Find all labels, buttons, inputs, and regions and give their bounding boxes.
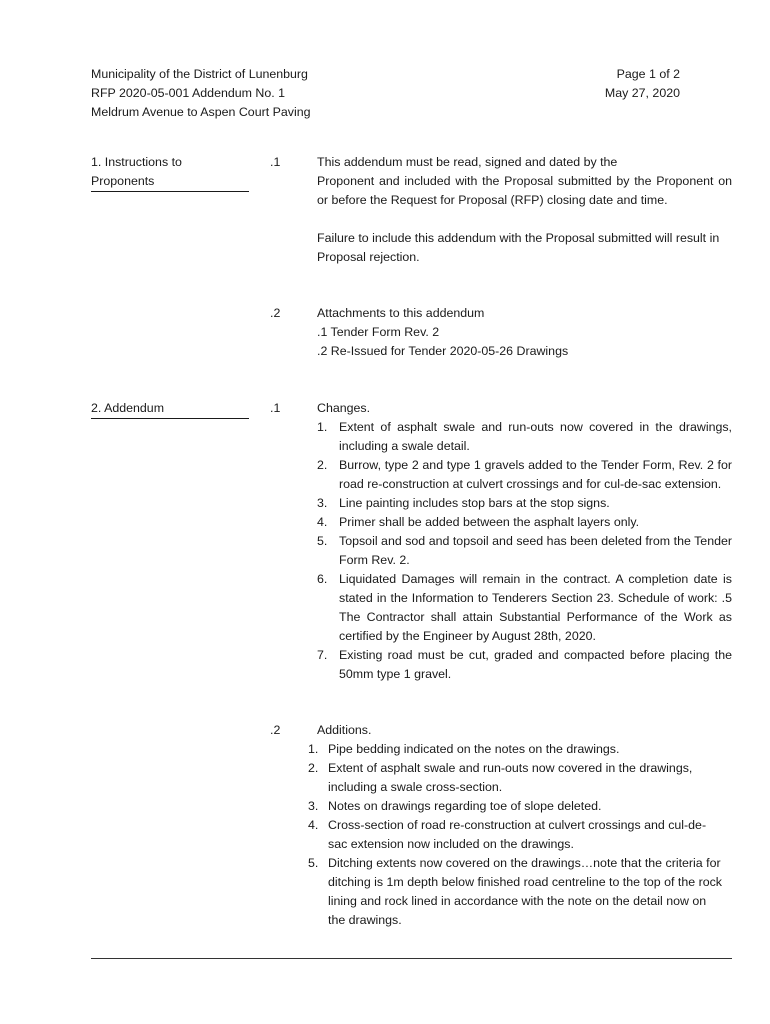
section1-item1-line1: This addendum must be read, signed and dated by the bbox=[317, 155, 618, 169]
attachment-1: .1 Tender Form Rev. 2 bbox=[317, 325, 440, 339]
additions-heading: Additions. bbox=[317, 723, 372, 737]
section1-item2-number: .2 bbox=[270, 306, 281, 320]
list-item: 3. Line painting includes stop bars at the stop signs. bbox=[317, 496, 610, 510]
section1-item1-number: .1 bbox=[270, 155, 281, 169]
section1-item1-para2: Failure to include this addendum with the Proposal submitted will result in Proposal rejection. bbox=[317, 231, 720, 264]
list-item: 6. Liquidated Damages will remain in the contract. A completion date is stated in the Information to Tenderers Section 23. Schedule of work: .5 The Contractor shall attain Substantial Performance of the Work as certified by the Engineer by August 28th, 2020. bbox=[317, 572, 732, 643]
list-item: 1. Extent of asphalt swale and run-outs now covered in the drawings, including a swale detail. bbox=[317, 420, 732, 453]
header-left bbox=[91, 65, 311, 122]
list-item: 2. Extent of asphalt swale and run-outs now covered in the drawings, including a swale cross-section. bbox=[308, 761, 693, 794]
changes-body bbox=[317, 399, 732, 684]
list-item: 5. Topsoil and sod and topsoil and seed has been deleted from the Tender Form Rev. 2. bbox=[317, 534, 732, 567]
attachment-2: .2 Re-Issued for Tender 2020-05-26 Drawings bbox=[317, 344, 569, 358]
additions-list bbox=[308, 740, 723, 930]
section1-title bbox=[91, 153, 249, 192]
changes-list bbox=[317, 418, 732, 684]
list-item: 3. Notes on drawings regarding toe of slope deleted. bbox=[308, 799, 602, 813]
header-date: May 27, 2020 bbox=[604, 86, 680, 100]
header-right bbox=[605, 65, 680, 103]
changes-heading: Changes. bbox=[317, 401, 371, 415]
section1-item2-body bbox=[317, 304, 732, 361]
list-item: 4. Primer shall be added between the asphalt layers only. bbox=[317, 515, 640, 529]
list-item: 1. Pipe bedding indicated on the notes on the drawings. bbox=[308, 742, 620, 756]
list-item: 2. Burrow, type 2 and type 1 gravels added to the Tender Form, Rev. 2 for road re-construction at culvert crossings and for cul-de-sac extension. bbox=[317, 458, 732, 491]
changes-number: .1 bbox=[270, 401, 281, 415]
header-project: Meldrum Avenue to Aspen Court Paving bbox=[91, 105, 311, 119]
section1-item1-body bbox=[317, 153, 732, 267]
section2-title bbox=[91, 399, 249, 419]
attachments-heading: Attachments to this addendum bbox=[317, 306, 485, 320]
header-org: Municipality of the District of Lunenburg bbox=[91, 67, 308, 81]
additions-body bbox=[308, 721, 732, 930]
list-item: 7. Existing road must be cut, graded and compacted before placing the 50mm type 1 gravel. bbox=[317, 648, 732, 681]
section1-title-line1: 1. Instructions to bbox=[91, 155, 182, 169]
header-page: Page 1 of 2 bbox=[616, 67, 680, 81]
list-item: 5. Ditching extents now covered on the drawings…note that the criteria for ditching is 1m depth below finished road centreline to the top of the rock lining and rock lined in accordance with the note on the detail now on the drawings. bbox=[308, 856, 722, 927]
additions-number: .2 bbox=[270, 723, 281, 737]
section1-item1-para1: Proponent and included with the Proposal submitted by the Proponent on or before the Request for Proposal (RFP) closing date and time. bbox=[317, 174, 732, 207]
section2-title-text: 2. Addendum bbox=[91, 399, 249, 419]
section1-title-line2: Proponents bbox=[91, 172, 249, 192]
header-rfp: RFP 2020-05-001 Addendum No. 1 bbox=[91, 86, 286, 100]
list-item: 4. Cross-section of road re-construction at culvert crossings and cul-de-sac extension now included on the drawings. bbox=[308, 818, 707, 851]
footer-divider bbox=[91, 958, 732, 959]
